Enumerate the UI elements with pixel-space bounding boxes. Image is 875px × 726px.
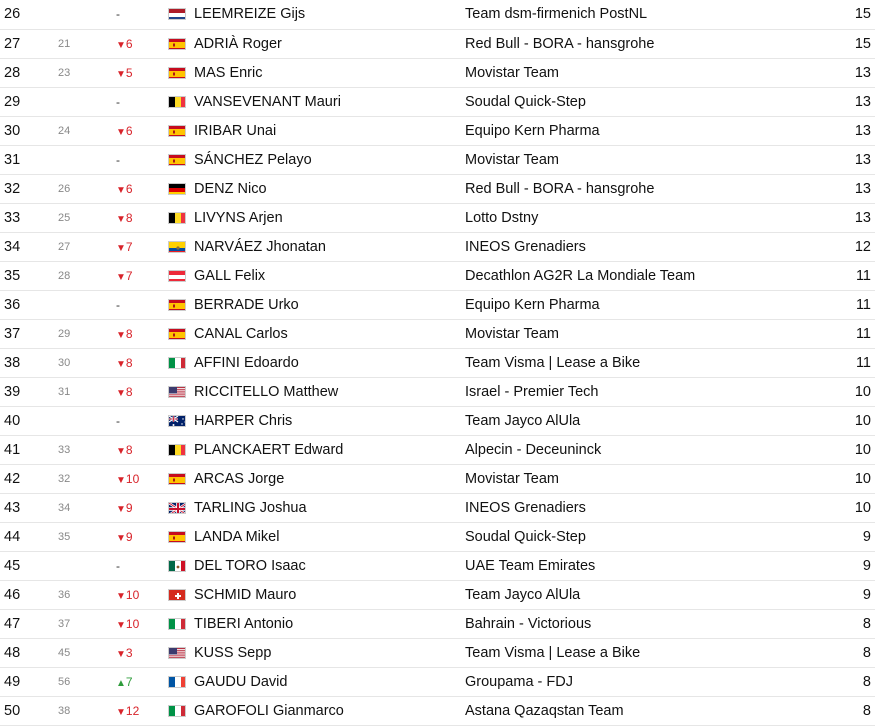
rank-cell: 33 [0, 203, 58, 232]
change-value: 8 [125, 326, 133, 341]
at-flag-icon [168, 270, 186, 282]
rank-change-cell [116, 174, 168, 203]
change-value: 8 [125, 442, 133, 457]
rank-change-cell [116, 551, 168, 580]
team-name-link[interactable]: Movistar Team [465, 319, 829, 348]
change-value: 6 [125, 36, 133, 51]
au-flag-icon [168, 415, 186, 427]
points-cell: 15 [829, 0, 875, 29]
flag-cell [168, 377, 194, 406]
ch-flag-icon [168, 589, 186, 601]
points-cell: 13 [829, 116, 875, 145]
rank-change-cell [116, 58, 168, 87]
previous-rank-cell: 34 [58, 493, 116, 522]
change-value: 7 [125, 268, 133, 283]
rank-cell: 45 [0, 551, 58, 580]
points-cell: 11 [829, 261, 875, 290]
rank-cell: 31 [0, 145, 58, 174]
previous-rank-cell: 26 [58, 174, 116, 203]
points-cell: 11 [829, 348, 875, 377]
flag-cell [168, 551, 194, 580]
us-flag-icon [168, 647, 186, 659]
table-row [0, 348, 875, 377]
rider-name-link[interactable]: LIVYNS Arjen [194, 203, 465, 232]
team-name-link[interactable]: Red Bull - BORA - hansgrohe [465, 174, 829, 203]
triangle-down-icon: ▼ [116, 39, 126, 51]
table-row [0, 551, 875, 580]
change-value: - [116, 94, 120, 109]
team-name-link[interactable]: Soudal Quick-Step [465, 87, 829, 116]
rider-name-link[interactable]: DEL TORO Isaac [194, 551, 465, 580]
rank-change-cell [116, 493, 168, 522]
points-cell: 13 [829, 174, 875, 203]
change-value: - [116, 7, 120, 22]
change-value: 8 [125, 355, 133, 370]
rank-cell: 49 [0, 667, 58, 696]
rank-change-cell [116, 261, 168, 290]
rider-name-link[interactable]: IRIBAR Unai [194, 116, 465, 145]
rider-name-link[interactable]: PLANCKAERT Edward [194, 435, 465, 464]
rank-change-cell [116, 609, 168, 638]
team-name-link[interactable]: INEOS Grenadiers [465, 493, 829, 522]
rank-change-cell [116, 290, 168, 319]
previous-rank-cell: 27 [58, 232, 116, 261]
flag-cell [168, 29, 194, 58]
rider-name-link[interactable]: GAUDU David [194, 667, 465, 696]
change-value: - [116, 413, 120, 428]
es-flag-icon [168, 473, 186, 485]
flag-cell [168, 609, 194, 638]
rank-change-cell [116, 435, 168, 464]
triangle-up-icon: ▲ [116, 677, 126, 689]
flag-cell [168, 348, 194, 377]
it-flag-icon [168, 357, 186, 369]
flag-cell [168, 667, 194, 696]
flag-cell [168, 464, 194, 493]
flag-cell [168, 0, 194, 29]
team-name-link[interactable]: Team Visma | Lease a Bike [465, 638, 829, 667]
previous-rank-cell: 56 [58, 667, 116, 696]
team-name-link[interactable]: UAE Team Emirates [465, 551, 829, 580]
points-cell: 13 [829, 203, 875, 232]
rank-cell: 26 [0, 0, 58, 29]
previous-rank-cell: 35 [58, 522, 116, 551]
rank-change-cell [116, 232, 168, 261]
change-value: 10 [125, 616, 140, 631]
previous-rank-cell: 28 [58, 261, 116, 290]
flag-cell [168, 522, 194, 551]
flag-cell [168, 87, 194, 116]
rank-cell: 41 [0, 435, 58, 464]
points-cell: 13 [829, 58, 875, 87]
es-flag-icon [168, 328, 186, 340]
it-flag-icon [168, 705, 186, 717]
rank-change-cell [116, 377, 168, 406]
rank-cell: 43 [0, 493, 58, 522]
rank-cell: 34 [0, 232, 58, 261]
rider-name-link[interactable]: MAS Enric [194, 58, 465, 87]
triangle-down-icon: ▼ [116, 271, 126, 283]
previous-rank-cell: 24 [58, 116, 116, 145]
table-row [0, 319, 875, 348]
previous-rank-cell [58, 551, 116, 580]
be-flag-icon [168, 212, 186, 224]
ec-flag-icon [168, 241, 186, 253]
previous-rank-cell: 29 [58, 319, 116, 348]
rider-name-link[interactable]: LANDA Mikel [194, 522, 465, 551]
team-name-link[interactable]: Decathlon AG2R La Mondiale Team [465, 261, 829, 290]
rank-cell: 32 [0, 174, 58, 203]
table-row [0, 174, 875, 203]
flag-cell [168, 638, 194, 667]
fr-flag-icon [168, 676, 186, 688]
triangle-down-icon: ▼ [116, 387, 126, 399]
team-name-link[interactable]: Bahrain - Victorious [465, 609, 829, 638]
us-flag-icon [168, 386, 186, 398]
flag-cell [168, 174, 194, 203]
previous-rank-cell: 25 [58, 203, 116, 232]
team-name-link[interactable]: Israel - Premier Tech [465, 377, 829, 406]
points-cell: 11 [829, 290, 875, 319]
rank-change-cell [116, 464, 168, 493]
flag-cell [168, 580, 194, 609]
triangle-down-icon: ▼ [116, 213, 126, 225]
rank-change-cell [116, 638, 168, 667]
change-value: 7 [125, 674, 133, 689]
previous-rank-cell: 31 [58, 377, 116, 406]
rank-change-cell [116, 29, 168, 58]
points-cell: 13 [829, 87, 875, 116]
flag-cell [168, 261, 194, 290]
table-row [0, 203, 875, 232]
triangle-down-icon: ▼ [116, 706, 126, 718]
table-row [0, 667, 875, 696]
triangle-down-icon: ▼ [116, 358, 126, 370]
table-row [0, 87, 875, 116]
triangle-down-icon: ▼ [116, 242, 126, 254]
points-cell: 11 [829, 319, 875, 348]
team-name-link[interactable]: Movistar Team [465, 145, 829, 174]
triangle-down-icon: ▼ [116, 503, 126, 515]
rider-name-link[interactable]: ADRIÀ Roger [194, 29, 465, 58]
rank-cell: 46 [0, 580, 58, 609]
team-name-link[interactable]: Team dsm-firmenich PostNL [465, 0, 829, 29]
rider-name-link[interactable]: RICCITELLO Matthew [194, 377, 465, 406]
flag-cell [168, 435, 194, 464]
previous-rank-cell: 45 [58, 638, 116, 667]
rank-cell: 29 [0, 87, 58, 116]
table-row [0, 609, 875, 638]
points-cell: 12 [829, 232, 875, 261]
es-flag-icon [168, 125, 186, 137]
flag-cell [168, 145, 194, 174]
points-cell: 8 [829, 667, 875, 696]
rider-name-link[interactable]: DENZ Nico [194, 174, 465, 203]
table-row [0, 290, 875, 319]
rank-change-cell [116, 145, 168, 174]
change-value: 10 [125, 587, 140, 602]
rank-change-cell [116, 667, 168, 696]
table-row [0, 580, 875, 609]
table-row [0, 696, 875, 725]
team-name-link[interactable]: Soudal Quick-Step [465, 522, 829, 551]
rider-name-link[interactable]: HARPER Chris [194, 406, 465, 435]
rank-change-cell [116, 522, 168, 551]
rank-cell: 28 [0, 58, 58, 87]
table-row [0, 435, 875, 464]
previous-rank-cell: 32 [58, 464, 116, 493]
change-value: 6 [125, 181, 133, 196]
points-cell: 9 [829, 580, 875, 609]
be-flag-icon [168, 96, 186, 108]
es-flag-icon [168, 38, 186, 50]
rider-name-link[interactable]: GAROFOLI Gianmarco [194, 696, 465, 725]
change-value: 9 [125, 500, 133, 515]
rank-cell: 36 [0, 290, 58, 319]
de-flag-icon [168, 183, 186, 195]
rider-name-link[interactable]: BERRADE Urko [194, 290, 465, 319]
team-name-link[interactable]: Equipo Kern Pharma [465, 116, 829, 145]
rank-change-cell [116, 348, 168, 377]
rank-cell: 50 [0, 696, 58, 725]
rank-cell: 47 [0, 609, 58, 638]
rider-name-link[interactable]: CANAL Carlos [194, 319, 465, 348]
change-value: 8 [125, 210, 133, 225]
points-cell: 8 [829, 638, 875, 667]
rider-name-link[interactable]: VANSEVENANT Mauri [194, 87, 465, 116]
triangle-down-icon: ▼ [116, 329, 126, 341]
rider-name-link[interactable]: TARLING Joshua [194, 493, 465, 522]
points-cell: 10 [829, 406, 875, 435]
rank-change-cell [116, 87, 168, 116]
rank-cell: 39 [0, 377, 58, 406]
table-row [0, 116, 875, 145]
table-row [0, 232, 875, 261]
es-flag-icon [168, 154, 186, 166]
previous-rank-cell [58, 406, 116, 435]
gb-flag-icon [168, 502, 186, 514]
rank-cell: 48 [0, 638, 58, 667]
flag-cell [168, 232, 194, 261]
rider-name-link[interactable]: KUSS Sepp [194, 638, 465, 667]
previous-rank-cell: 30 [58, 348, 116, 377]
es-flag-icon [168, 531, 186, 543]
table-row [0, 29, 875, 58]
team-name-link[interactable]: Astana Qazaqstan Team [465, 696, 829, 725]
team-name-link[interactable]: Team Jayco AlUla [465, 406, 829, 435]
rank-cell: 38 [0, 348, 58, 377]
rank-change-cell [116, 319, 168, 348]
rank-change-cell [116, 696, 168, 725]
points-cell: 10 [829, 435, 875, 464]
rider-name-link[interactable]: AFFINI Edoardo [194, 348, 465, 377]
change-value: 6 [125, 123, 133, 138]
rank-change-cell [116, 406, 168, 435]
previous-rank-cell: 38 [58, 696, 116, 725]
team-name-link[interactable]: Movistar Team [465, 464, 829, 493]
table-row [0, 377, 875, 406]
flag-cell [168, 116, 194, 145]
flag-cell [168, 58, 194, 87]
points-cell: 10 [829, 377, 875, 406]
rank-cell: 42 [0, 464, 58, 493]
change-value: 3 [125, 645, 133, 660]
points-cell: 8 [829, 696, 875, 725]
es-flag-icon [168, 299, 186, 311]
team-name-link[interactable]: Alpecin - Deceuninck [465, 435, 829, 464]
triangle-down-icon: ▼ [116, 184, 126, 196]
triangle-down-icon: ▼ [116, 126, 126, 138]
table-row [0, 58, 875, 87]
rider-name-link[interactable]: NARVÁEZ Jhonatan [194, 232, 465, 261]
triangle-down-icon: ▼ [116, 590, 126, 602]
rank-cell: 44 [0, 522, 58, 551]
table-row [0, 464, 875, 493]
change-value: 10 [125, 471, 140, 486]
flag-cell [168, 319, 194, 348]
triangle-down-icon: ▼ [116, 648, 126, 660]
rank-cell: 40 [0, 406, 58, 435]
previous-rank-cell: 21 [58, 29, 116, 58]
rank-cell: 30 [0, 116, 58, 145]
team-name-link[interactable]: Equipo Kern Pharma [465, 290, 829, 319]
points-cell: 13 [829, 145, 875, 174]
previous-rank-cell [58, 145, 116, 174]
previous-rank-cell: 37 [58, 609, 116, 638]
table-row [0, 406, 875, 435]
triangle-down-icon: ▼ [116, 445, 126, 457]
rank-change-cell [116, 203, 168, 232]
change-value: 12 [125, 703, 140, 718]
rider-name-link[interactable]: SÁNCHEZ Pelayo [194, 145, 465, 174]
mx-flag-icon [168, 560, 186, 572]
rider-name-link[interactable]: SCHMID Mauro [194, 580, 465, 609]
rank-change-cell [116, 580, 168, 609]
change-value: 9 [125, 529, 133, 544]
previous-rank-cell [58, 290, 116, 319]
table-row [0, 638, 875, 667]
table-row [0, 145, 875, 174]
rank-cell: 27 [0, 29, 58, 58]
rider-name-link[interactable]: TIBERI Antonio [194, 609, 465, 638]
points-cell: 10 [829, 493, 875, 522]
be-flag-icon [168, 444, 186, 456]
rider-name-link[interactable]: LEEMREIZE Gijs [194, 0, 465, 29]
team-name-link[interactable]: Lotto Dstny [465, 203, 829, 232]
previous-rank-cell [58, 0, 116, 29]
rider-name-link[interactable]: ARCAS Jorge [194, 464, 465, 493]
flag-cell [168, 696, 194, 725]
es-flag-icon [168, 67, 186, 79]
team-name-link[interactable]: Movistar Team [465, 58, 829, 87]
flag-cell [168, 406, 194, 435]
previous-rank-cell: 23 [58, 58, 116, 87]
change-value: 8 [125, 384, 133, 399]
change-value: - [116, 152, 120, 167]
flag-cell [168, 203, 194, 232]
table-row [0, 0, 875, 29]
change-value: - [116, 297, 120, 312]
team-name-link[interactable]: Red Bull - BORA - hansgrohe [465, 29, 829, 58]
points-cell: 9 [829, 522, 875, 551]
table-row [0, 493, 875, 522]
rider-name-link[interactable]: GALL Felix [194, 261, 465, 290]
points-cell: 9 [829, 551, 875, 580]
points-cell: 10 [829, 464, 875, 493]
rank-cell: 37 [0, 319, 58, 348]
triangle-down-icon: ▼ [116, 68, 126, 80]
rank-change-cell [116, 116, 168, 145]
points-cell: 8 [829, 609, 875, 638]
previous-rank-cell: 33 [58, 435, 116, 464]
triangle-down-icon: ▼ [116, 619, 126, 631]
table-row [0, 261, 875, 290]
rank-change-cell [116, 0, 168, 29]
nl-flag-icon [168, 8, 186, 20]
triangle-down-icon: ▼ [116, 532, 126, 544]
it-flag-icon [168, 618, 186, 630]
team-name-link[interactable]: INEOS Grenadiers [465, 232, 829, 261]
change-value: 5 [125, 65, 133, 80]
change-value: 7 [125, 239, 133, 254]
team-name-link[interactable]: Team Visma | Lease a Bike [465, 348, 829, 377]
flag-cell [168, 290, 194, 319]
team-name-link[interactable]: Groupama - FDJ [465, 667, 829, 696]
rank-cell: 35 [0, 261, 58, 290]
change-value: - [116, 558, 120, 573]
team-name-link[interactable]: Team Jayco AlUla [465, 580, 829, 609]
flag-cell [168, 493, 194, 522]
triangle-down-icon: ▼ [116, 474, 126, 486]
previous-rank-cell: 36 [58, 580, 116, 609]
previous-rank-cell [58, 87, 116, 116]
table-row [0, 522, 875, 551]
points-cell: 15 [829, 29, 875, 58]
